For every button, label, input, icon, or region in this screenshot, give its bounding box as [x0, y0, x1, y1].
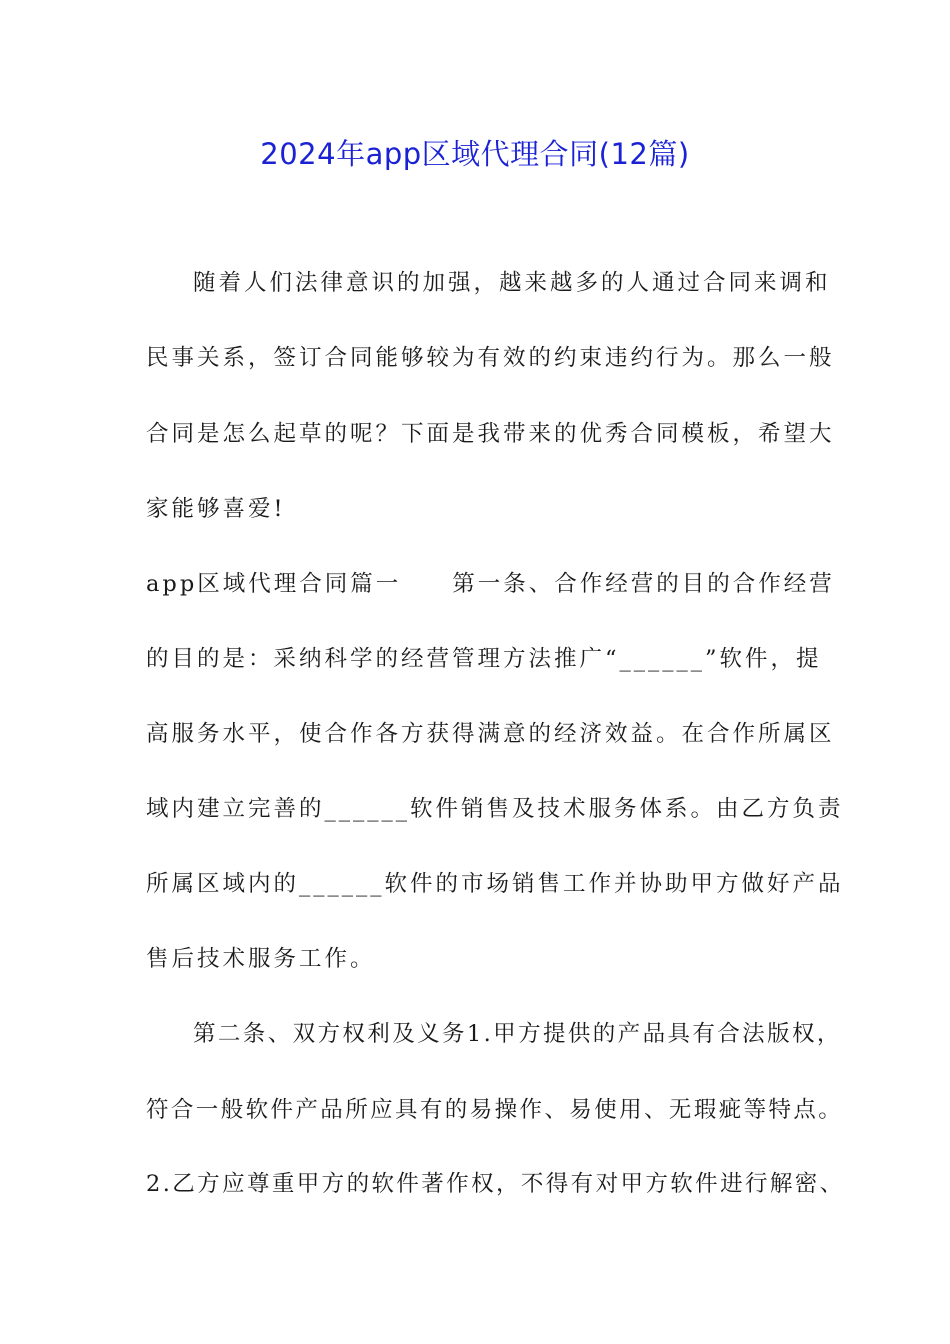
body-line-8: 域内建立完善的______软件销售及技术服务体系。由乙方负责 [146, 796, 844, 822]
body-line-13: 2.乙方应尊重甲方的软件著作权，不得有对甲方软件进行解密、 [146, 1171, 845, 1197]
body-line-3: 合同是怎么起草的呢？下面是我带来的优秀合同模板，希望大 [146, 421, 835, 447]
body-line-2: 民事关系，签订合同能够较为有效的约束违约行为。那么一般 [146, 345, 835, 371]
document-title: 2024年app区域代理合同(12篇) [260, 137, 690, 171]
body-line-9: 所属区域内的______软件的市场销售工作并协助甲方做好产品 [146, 871, 844, 897]
body-line-5: app区域代理合同篇一 第一条、合作经营的目的合作经营 [146, 571, 835, 597]
body-line-12: 符合一般软件产品所应具有的易操作、易使用、无瑕疵等特点。 [146, 1097, 844, 1123]
body-line-7: 高服务水平，使合作各方获得满意的经济效益。在合作所属区 [146, 721, 835, 747]
body-line-11: 第二条、双方权利及义务1.甲方提供的产品具有合法版权， [193, 1021, 842, 1047]
body-line-10: 售后技术服务工作。 [146, 946, 376, 972]
body-line-4: 家能够喜爱! [146, 496, 286, 522]
body-line-1: 随着人们法律意识的加强，越来越多的人通过合同来调和 [193, 270, 831, 296]
body-line-6: 的目的是：采纳科学的经营管理方法推广“______”软件，提 [146, 646, 822, 672]
